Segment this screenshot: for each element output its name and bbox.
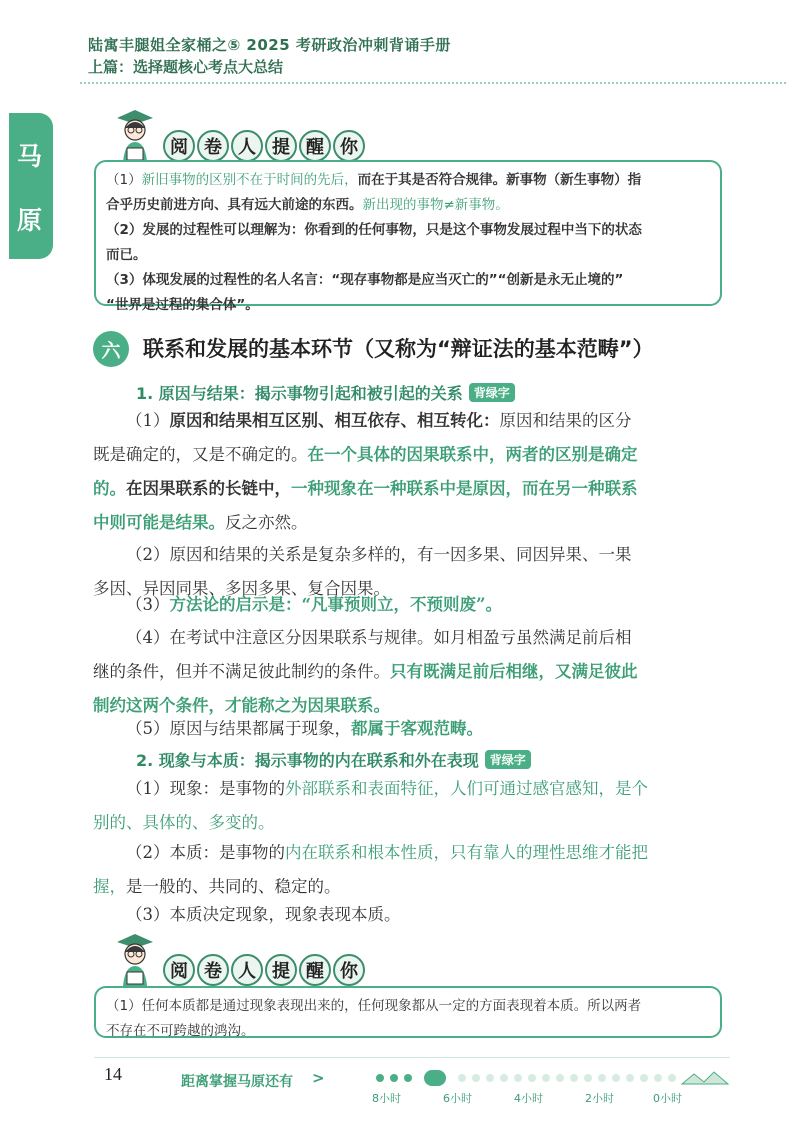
timeline-label: 0小时 <box>653 1092 682 1105</box>
paragraph-essence: （2）本质：是事物的内在联系和根本性质，只有靠人的理性思维才能把 握，是一般的、共同的、稳定的。 <box>93 843 648 896</box>
reminder-line: （1）新旧事物的区别不在于时间的先后，而在于其是否符合规律。新事物（新生事物）指 <box>106 172 642 188</box>
reminder-title-char: 卷 <box>197 954 229 986</box>
reminder-line: （2）发展的过程性可以理解为：你看到的任何事物，只是这个事物发展过程中当下的状态 <box>106 222 642 238</box>
teacher-figure-icon <box>113 108 157 164</box>
reminder-title-2 <box>163 954 365 986</box>
side-tab <box>9 113 53 259</box>
side-tab-char-1: 马 <box>17 142 43 171</box>
memorize-green-tag: 背绿字 <box>469 383 515 402</box>
progress-timeline <box>372 1066 742 1090</box>
reminder-line: 而已。 <box>106 247 147 263</box>
book-title: 陆寓丰腿姐全家桶之⑤ 2025 考研政治冲刺背诵手册 <box>88 36 451 54</box>
reminder-title-char: 阅 <box>163 130 195 162</box>
reminder-box-1 <box>94 160 722 313</box>
section-number-badge: 六 <box>93 331 129 367</box>
memorize-green-tag: 背绿字 <box>485 750 531 769</box>
reminder-line: 不存在不可跨越的鸿沟。 <box>106 1023 255 1039</box>
reminder-line: 合乎历史前进方向、具有远大前途的东西。新出现的事物≠新事物。 <box>106 197 509 213</box>
reminder-box-2 <box>94 986 722 1038</box>
reminder-line: （3）体现发展的过程性的名人名言：“现存事物都是应当灭亡的”“创新是永无止境的” <box>106 272 624 288</box>
page-number: 14 <box>104 1064 122 1084</box>
side-tab-char-2: 原 <box>17 206 43 235</box>
reminder-title-char: 提 <box>265 130 297 162</box>
reminder-title-char: 提 <box>265 954 297 986</box>
paragraph-cause-effect-5: （5）原因与结果都属于现象，都属于客观范畴。 <box>126 719 483 738</box>
paragraph-cause-effect-2: （2）原因和结果的关系是复杂多样的，有一因多果、同因异果、一果 多因、异因同果、多因多果、复合因果。 <box>93 545 632 598</box>
reminder-title-1 <box>163 130 365 162</box>
paragraph-cause-effect-4: （4）在考试中注意区分因果联系与规律。如月相盈亏虽然满足前后相 继的条件，但并不满足彼此制约的条件。只有既满足前后相继，又满足彼此 制约这两个条件，才能称之为因果联系。 <box>93 628 638 715</box>
reminder-title-char: 你 <box>333 954 365 986</box>
reminder-title-char: 你 <box>333 130 365 162</box>
paragraph-cause-effect-3: （3）方法论的启示是：“凡事预则立，不预则废”。 <box>126 595 502 614</box>
part-title: 上篇：选择题核心考点大总结 <box>88 58 284 76</box>
timeline-label: 4小时 <box>514 1092 543 1105</box>
timeline-label: 8小时 <box>372 1092 401 1105</box>
paragraph-essence-phenomenon: （3）本质决定现象，现象表现本质。 <box>126 905 401 924</box>
progress-arrow-icon: > <box>312 1069 325 1087</box>
teacher-figure-icon <box>113 932 157 988</box>
timeline-label: 2小时 <box>585 1092 614 1105</box>
reminder-title-char: 人 <box>231 954 263 986</box>
paragraph-phenomenon: （1）现象：是事物的外部联系和表面特征，人们可通过感官感知，是个 别的、具体的、多变的。 <box>93 779 648 832</box>
reminder-title-char: 醒 <box>299 130 331 162</box>
reminder-title-char: 醒 <box>299 954 331 986</box>
subsection-title-1: 1. 原因与结果：揭示事物引起和被引起的关系 背绿字 <box>136 381 515 404</box>
subsection-title-2: 2. 现象与本质：揭示事物的内在联系和外在表现 背绿字 <box>136 748 531 771</box>
progress-text: 距离掌握马原还有 <box>181 1074 293 1090</box>
reminder-line: “世界是过程的集合体”。 <box>106 297 259 313</box>
timeline-label: 6小时 <box>443 1092 472 1105</box>
paragraph-cause-effect-1: （1）原因和结果相互区别、相互依存、相互转化：原因和结果的区分 既是确定的，又是不确定的。在一个具体的因果联系中，两者的区别是确定 的。在因果联系的长链中，一种现象在一种联系中是原因，而在另一种联系 中则可能是结果。反之亦然。 <box>93 411 638 532</box>
footer-divider <box>94 1057 730 1058</box>
reminder-line: （1）任何本质都是通过现象表现出来的，任何现象都从一定的方面表现着本质。所以两者 <box>106 998 642 1014</box>
reminder-title-char: 阅 <box>163 954 195 986</box>
section-title: 联系和发展的基本环节（又称为“辩证法的基本范畴”） <box>143 337 654 361</box>
header-divider <box>80 82 786 84</box>
reminder-title-char: 人 <box>231 130 263 162</box>
reminder-title-char: 卷 <box>197 130 229 162</box>
